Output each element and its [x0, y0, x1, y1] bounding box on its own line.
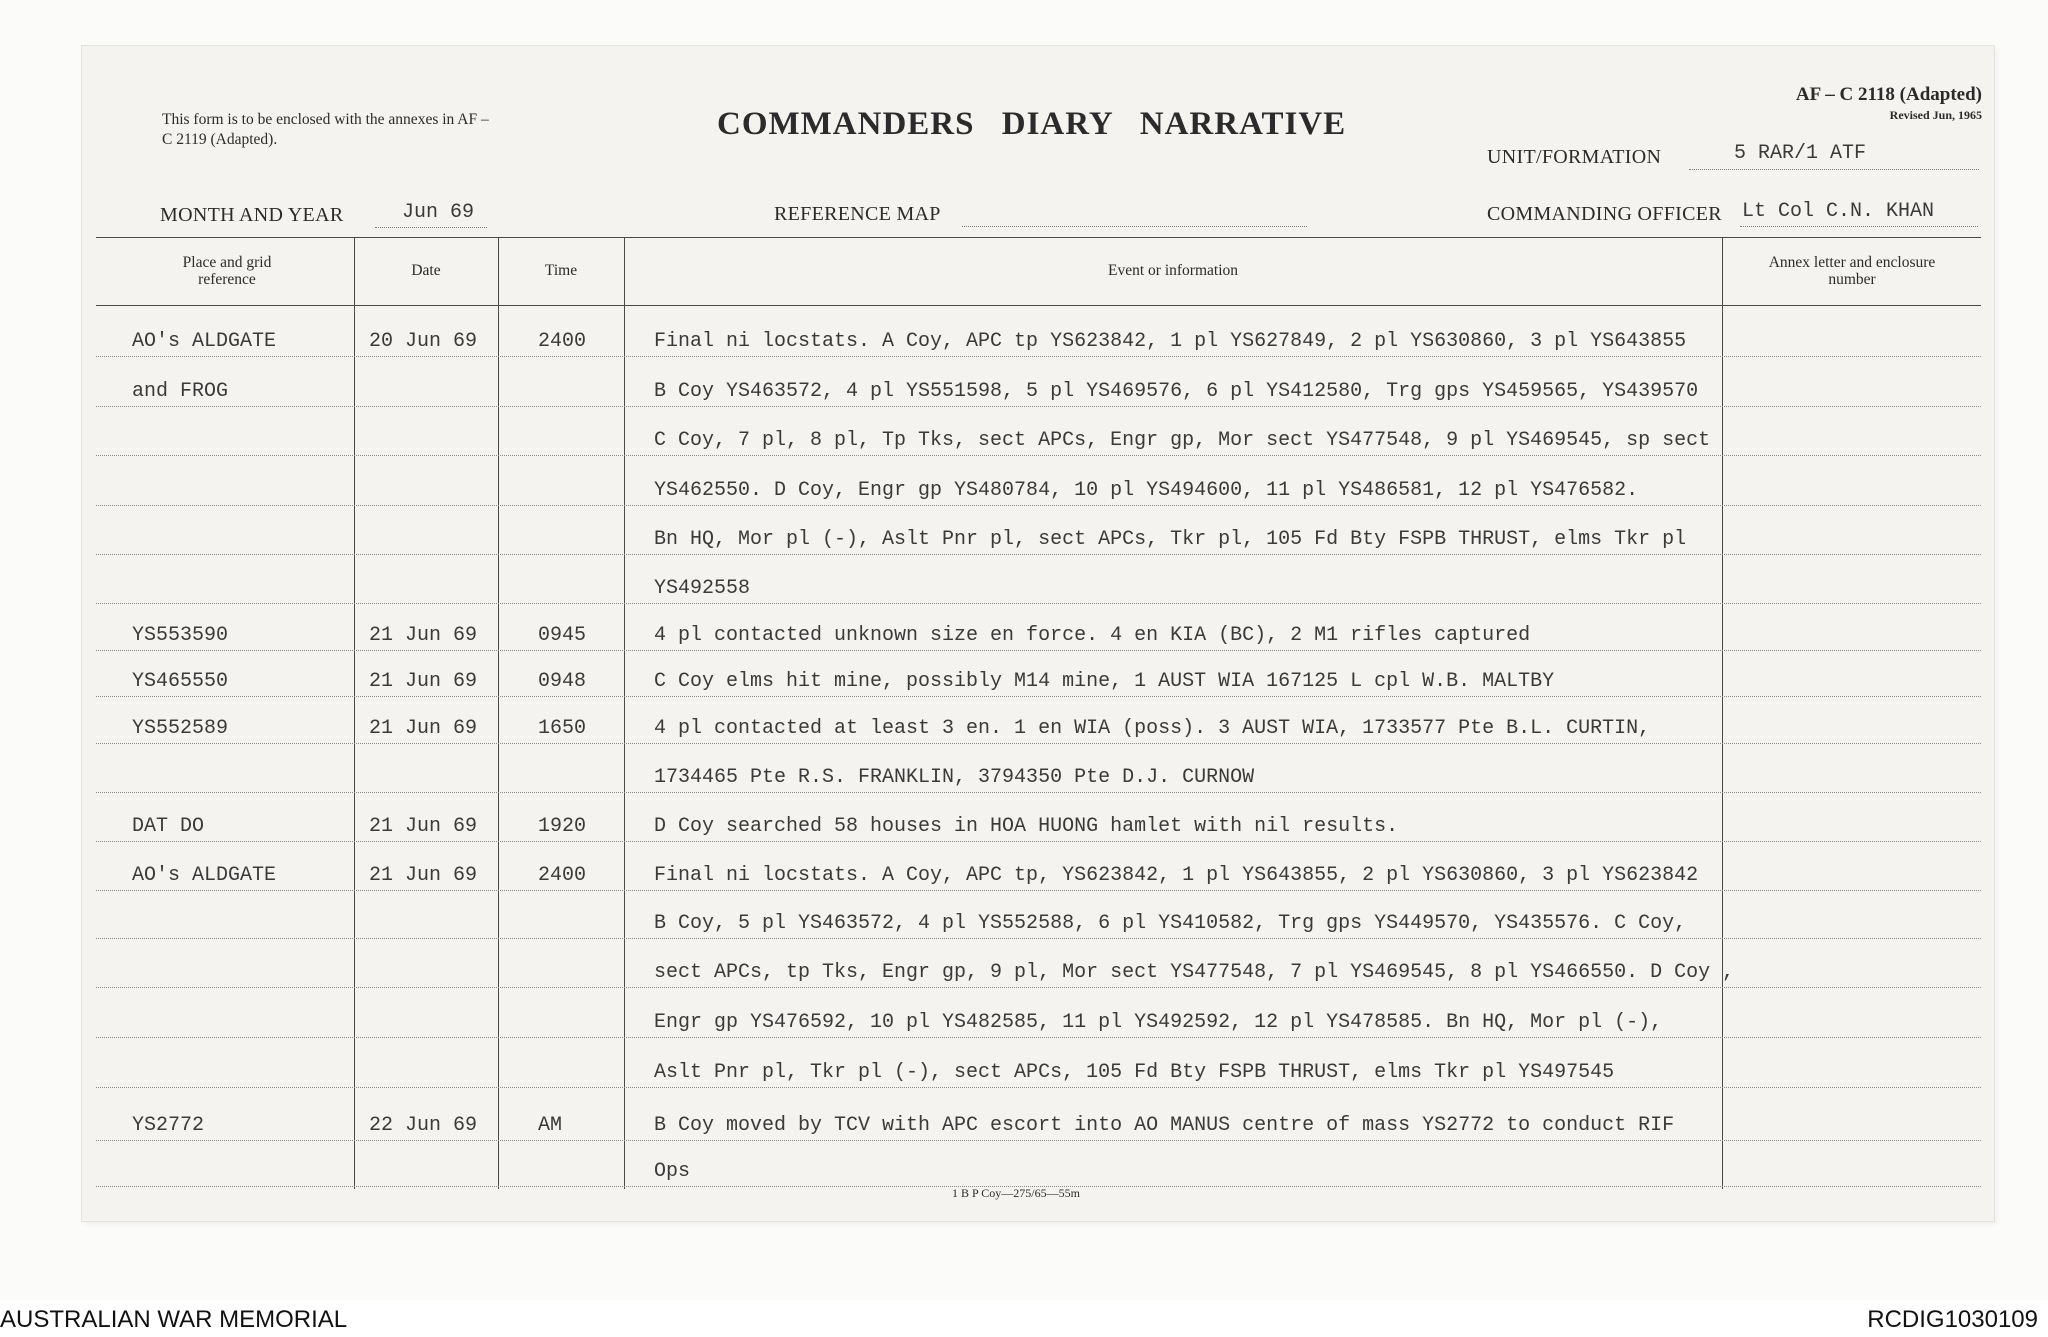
event-cell: 1734465 Pte R.S. FRANKLIN, 3794350 Pte D.J. CURNOW — [654, 766, 1255, 789]
event-cell: C Coy elms hit mine, possibly M14 mine, 1 AUST WIA 167125 L cpl W.B. MALTBY — [654, 670, 1555, 693]
event-cell: B Coy YS463572, 4 pl YS551598, 5 pl YS469576, 6 pl YS412580, Trg gps YS459565, YS439570 — [654, 380, 1699, 403]
table-row — [96, 743, 1981, 793]
table-row — [96, 505, 1981, 555]
table-row — [96, 1140, 1981, 1187]
table-row — [96, 696, 1981, 744]
date-cell: 21 Jun 69 — [369, 815, 478, 838]
reference-map-label: REFERENCE MAP — [774, 203, 941, 225]
table-header-bottom-border — [96, 305, 1981, 306]
diary-form-sheet — [82, 46, 1994, 1221]
event-cell: 4 pl contacted unknown size en force. 4 en KIA (BC), 2 M1 rifles captured — [654, 624, 1531, 647]
time-cell: 1920 — [538, 815, 587, 838]
form-revision: Revised Jun, 1965 — [1889, 108, 1982, 122]
form-instruction-note: This form is to be enclosed with the annexes in AF – C 2119 (Adapted). — [162, 111, 489, 148]
table-row — [96, 455, 1981, 506]
table-row — [96, 841, 1981, 891]
event-cell: sect APCs, tp Tks, Engr gp, 9 pl, Mor sect YS477548, 7 pl YS469545, 8 pl YS466550. D Coy , — [654, 961, 1735, 984]
table-row — [96, 1037, 1981, 1088]
table-row — [96, 890, 1981, 939]
place-cell: YS2772 — [132, 1114, 205, 1137]
place-cell: YS465550 — [132, 670, 229, 693]
table-row — [96, 792, 1981, 842]
table-top-border — [96, 237, 1981, 238]
header-date: Date — [411, 262, 441, 279]
date-cell: 21 Jun 69 — [369, 624, 478, 647]
time-cell: 2400 — [538, 330, 587, 353]
event-cell: B Coy, 5 pl YS463572, 4 pl YS552588, 6 pl YS410582, Trg gps YS449570, YS435576. C Coy, — [654, 912, 1687, 935]
time-cell: 2400 — [538, 864, 587, 887]
unit-dotted-line — [1689, 169, 1979, 170]
header-time: Time — [544, 262, 578, 279]
table-row — [96, 938, 1981, 988]
month-year-value: Jun 69 — [402, 201, 475, 224]
printer-imprint: 1 B P Coy—275/65—55m — [952, 1186, 1080, 1200]
time-cell: AM — [538, 1114, 563, 1137]
place-cell: YS552589 — [132, 717, 229, 740]
date-cell: 21 Jun 69 — [369, 717, 478, 740]
date-cell: 20 Jun 69 — [369, 330, 478, 353]
table-row — [96, 1087, 1981, 1141]
header-annex: Annex letter and enclosure number — [1768, 254, 1936, 288]
table-row — [96, 650, 1981, 697]
date-cell: 22 Jun 69 — [369, 1114, 478, 1137]
event-cell: D Coy searched 58 houses in HOA HUONG hamlet with nil results. — [654, 815, 1399, 838]
time-cell: 0945 — [538, 624, 587, 647]
place-cell: YS553590 — [132, 624, 229, 647]
commanding-officer-label: COMMANDING OFFICER — [1487, 203, 1722, 225]
place-cell: AO's ALDGATE — [132, 330, 277, 353]
event-cell: YS462550. D Coy, Engr gp YS480784, 10 pl YS494600, 11 pl YS486581, 12 pl YS476582. — [654, 479, 1639, 502]
event-cell: Engr gp YS476592, 10 pl YS482585, 11 pl YS492592, 12 pl YS478585. Bn HQ, Mor pl (-), — [654, 1011, 1663, 1034]
date-cell: 21 Jun 69 — [369, 670, 478, 693]
table-row — [96, 554, 1981, 604]
table-row — [96, 987, 1981, 1038]
co-dotted-line — [1740, 226, 1978, 227]
form-number: AF – C 2118 (Adapted) — [1795, 84, 1982, 105]
event-cell: B Coy moved by TCV with APC escort into AO MANUS centre of mass YS2772 to conduct RIF — [654, 1114, 1675, 1137]
table-row — [96, 603, 1981, 651]
month-dotted-line — [375, 227, 487, 228]
event-cell: C Coy, 7 pl, 8 pl, Tp Tks, sect APCs, Engr gp, Mor sect YS477548, 9 pl YS469545, sp sect — [654, 429, 1711, 452]
event-cell: Final ni locstats. A Coy, APC tp YS623842, 1 pl YS627849, 2 pl YS630860, 3 pl YS643855 — [654, 330, 1687, 353]
commanding-officer-value: Lt Col C.N. KHAN — [1742, 200, 1935, 223]
place-cell: and FROG — [132, 380, 229, 403]
month-year-label: MONTH AND YEAR — [160, 204, 344, 226]
event-cell: Ops — [654, 1160, 691, 1183]
event-cell: Final ni locstats. A Coy, APC tp, YS623842, 1 pl YS643855, 2 pl YS630860, 3 pl YS623842 — [654, 864, 1699, 887]
date-cell: 21 Jun 69 — [369, 864, 478, 887]
header-event: Event or information — [1108, 262, 1238, 279]
event-cell: 4 pl contacted at least 3 en. 1 en WIA (poss). 3 AUST WIA, 1733577 Pte B.L. CURTIN, — [654, 717, 1651, 740]
table-row — [96, 356, 1981, 407]
place-cell: DAT DO — [132, 815, 205, 838]
place-cell: AO's ALDGATE — [132, 864, 277, 887]
form-title: COMMANDERS DIARY NARRATIVE — [717, 106, 1347, 142]
unit-label: UNIT/FORMATION — [1487, 146, 1662, 168]
table-row — [96, 307, 1981, 357]
event-cell: Aslt Pnr pl, Tkr pl (-), sect APCs, 105 Fd Bty FSPB THRUST, elms Tkr pl YS497545 — [654, 1061, 1615, 1084]
event-cell: YS492558 — [654, 577, 751, 600]
time-cell: 0948 — [538, 670, 587, 693]
table-row — [96, 406, 1981, 456]
header-place: Place and grid reference — [182, 254, 272, 288]
archive-credit: AUSTRALIAN WAR MEMORIAL — [0, 1306, 348, 1333]
reference-map-dotted-line — [962, 226, 1307, 227]
time-cell: 1650 — [538, 717, 587, 740]
unit-value: 5 RAR/1 ATF — [1734, 142, 1867, 165]
event-cell: Bn HQ, Mor pl (-), Aslt Pnr pl, sect APCs, Tkr pl, 105 Fd Bty FSPB THRUST, elms Tkr pl — [654, 528, 1687, 551]
archive-reference-id: RCDIG1030109 — [1867, 1306, 2038, 1333]
